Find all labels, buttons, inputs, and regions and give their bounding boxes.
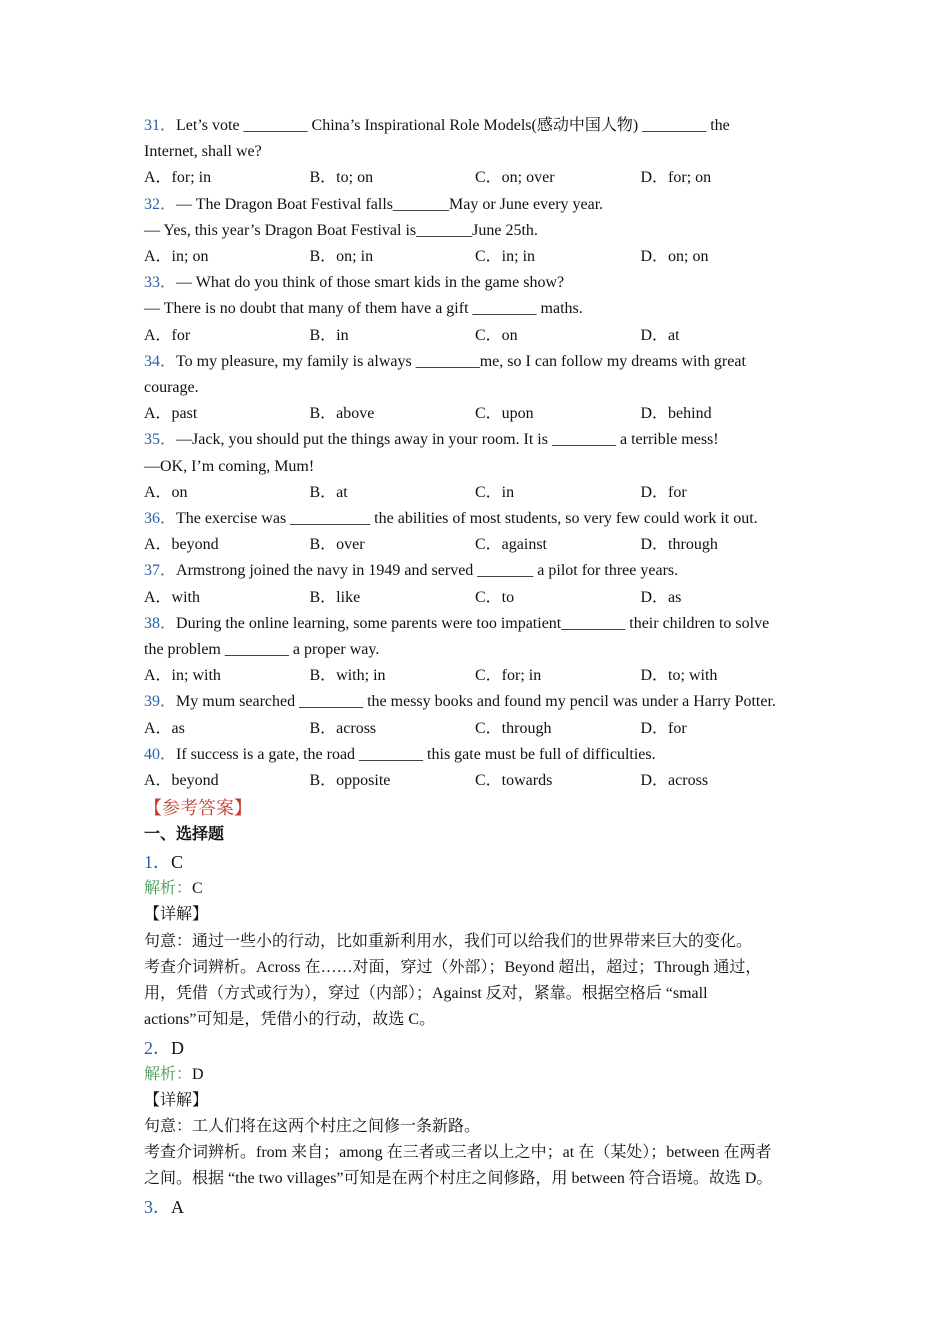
question-number: 32．: [144, 195, 177, 213]
answer-letter: A: [171, 1196, 184, 1217]
question-37: [144, 558, 816, 610]
option-a: A．in; with: [144, 667, 221, 685]
detail-line: 用，凭借（方式或行为），穿过（内部）；Against 反对，紧靠。根据空格后 “small: [144, 985, 708, 1003]
question-38: [144, 611, 816, 690]
question-36: [144, 506, 816, 558]
jiexi-label: 解析：: [144, 880, 193, 898]
question-40: [144, 742, 816, 794]
question-text-line: the problem ________ a proper way.: [144, 641, 380, 659]
answer-number-line: [144, 848, 816, 876]
option-b: B．opposite: [309, 772, 391, 790]
question-33: [144, 270, 816, 349]
options-row: [144, 768, 816, 794]
option-c: C．upon: [475, 405, 534, 423]
option-d: D．behind: [640, 405, 712, 423]
option-a: A．in; on: [144, 248, 209, 266]
question-text-line: 40．If success is a gate, the road ________ this gate must be full of difficulties.: [144, 745, 656, 763]
question-text-line: 38．During the online learning, some parents were too impatient________ their children to solve: [144, 614, 770, 632]
option-d: D．to; with: [640, 667, 718, 685]
option-d: D．across: [640, 772, 709, 790]
question-number: 39．: [144, 693, 177, 711]
question-number: 34．: [144, 352, 177, 370]
option-c: C．towards: [475, 772, 553, 790]
answer-1: [144, 848, 816, 1033]
options-row: [144, 716, 816, 742]
option-a: A．with: [144, 588, 201, 606]
options-row: [144, 323, 816, 349]
options-row: [144, 165, 816, 191]
question-text-line: — There is no doubt that many of them have a gift ________ maths.: [144, 300, 583, 318]
question-number: 31．: [144, 117, 177, 134]
question-text-line: 36．The exercise was __________ the abilities of most students, so very few could work it out.: [144, 510, 758, 528]
options-row: [144, 401, 816, 427]
answer-3: [144, 1193, 816, 1221]
option-c: C．through: [475, 719, 552, 737]
question-text-line: 39．My mum searched ________ the messy books and found my pencil was under a Harry Potter.: [144, 693, 776, 711]
option-d: D．through: [640, 536, 718, 554]
question-text-line: 32．— The Dragon Boat Festival falls_______May or June every year.: [144, 195, 604, 213]
option-b: B．with; in: [309, 667, 386, 685]
option-b: B．like: [309, 588, 361, 606]
option-a: A．as: [144, 719, 185, 737]
option-d: D．on; on: [640, 248, 709, 266]
detail-line: 考查介词辨析。from 来自；among 在三者或三者以上之中；at 在（某处）；between 在两者: [144, 1144, 772, 1162]
question-text-line: 33．— What do you think of those smart kids in the game show?: [144, 274, 565, 292]
option-a: A．for: [144, 326, 191, 344]
option-b: B．to; on: [309, 169, 374, 187]
option-a: A．beyond: [144, 772, 219, 790]
question-39: [144, 689, 816, 741]
detail-line: 之间。根据 “the two villages”可知是在两个村庄之间修路，用 between 符合语境。故选 D。: [144, 1170, 773, 1188]
option-c: C．against: [475, 536, 547, 554]
section-title: 一、选择题: [144, 826, 225, 844]
option-c: C．on: [475, 326, 518, 344]
question-text-line: 35．—Jack, you should put the things away in your room. It is ________ a terrible mess!: [144, 431, 719, 449]
option-a: A．for; in: [144, 169, 212, 187]
option-d: D．as: [640, 588, 682, 606]
answer-number: 1．: [144, 852, 171, 873]
question-text-line: —OK, I’m coming, Mum!: [144, 457, 315, 475]
option-b: B．above: [309, 405, 375, 423]
option-d: D．at: [640, 326, 680, 344]
answer-number: 2．: [144, 1037, 171, 1058]
question-35: [144, 427, 816, 506]
question-text-line: — Yes, this year’s Dragon Boat Festival is_______June 25th.: [144, 221, 538, 239]
option-a: A．past: [144, 405, 198, 423]
option-d: D．for; on: [640, 169, 712, 187]
option-a: A．on: [144, 483, 188, 501]
option-b: B．in: [309, 326, 349, 344]
question-text-line: Internet, shall we?: [144, 143, 262, 161]
question-number: 38．: [144, 614, 177, 632]
jiexi-label: 解析：: [144, 1065, 193, 1083]
question-text-line: 31．Let’s vote ________ China’s Inspirational Role Models(感动中国人物) ________ the: [144, 117, 730, 134]
detail-line: 句意：通过一些小的行动，比如重新利用水，我们可以给我们的世界带来巨大的变化。: [144, 932, 753, 950]
question-number: 40．: [144, 745, 177, 763]
question-number: 33．: [144, 274, 177, 292]
question-number: 37．: [144, 562, 177, 580]
document-page: [144, 113, 816, 1221]
option-c: C．for; in: [475, 667, 542, 685]
options-row: [144, 480, 816, 506]
question-text-line: 37．Armstrong joined the navy in 1949 and served _______ a pilot for three years.: [144, 562, 679, 580]
detail-line: 句意：工人们将在这两个村庄之间修一条新路。: [144, 1117, 481, 1135]
question-text-line: 34．To my pleasure, my family is always ________me, so I can follow my dreams with great: [144, 352, 746, 370]
option-c: C．in: [475, 483, 515, 501]
option-b: B．across: [309, 719, 377, 737]
answers-title: 【参考答案】: [144, 798, 252, 819]
jiexi-line: 解析：D: [144, 1065, 204, 1083]
detail-line: actions”可知是，凭借小的行动，故选 C。: [144, 1011, 436, 1029]
options-row: [144, 585, 816, 611]
answer-number-line: [144, 1193, 816, 1221]
question-34: [144, 349, 816, 428]
question-number: 35．: [144, 431, 177, 449]
detail-label: 【详解】: [144, 1091, 209, 1109]
options-row: [144, 532, 816, 558]
option-b: B．at: [309, 483, 348, 501]
option-c: C．to: [475, 588, 515, 606]
option-c: C．in; in: [475, 248, 536, 266]
answer-number: 3．: [144, 1196, 171, 1217]
question-text-line: courage.: [144, 379, 199, 397]
answer-letter: D: [171, 1037, 184, 1058]
answer-2: [144, 1034, 816, 1193]
options-row: [144, 663, 816, 689]
options-row: [144, 244, 816, 270]
question-number: 36．: [144, 510, 177, 528]
option-c: C．on; over: [475, 169, 555, 187]
question-31: [144, 113, 816, 192]
question-32: [144, 192, 816, 271]
option-b: B．on; in: [309, 248, 374, 266]
option-a: A．beyond: [144, 536, 219, 554]
detail-line: 考查介词辨析。Across 在……对面，穿过（外部）；Beyond 超出，超过；Through 通过，: [144, 958, 762, 976]
answer-number-line: [144, 1034, 816, 1062]
jiexi-line: 解析：C: [144, 880, 203, 898]
detail-label: 【详解】: [144, 906, 209, 924]
answer-letter: C: [171, 852, 184, 873]
option-d: D．for: [640, 719, 687, 737]
option-b: B．over: [309, 536, 365, 554]
option-d: D．for: [640, 483, 687, 501]
